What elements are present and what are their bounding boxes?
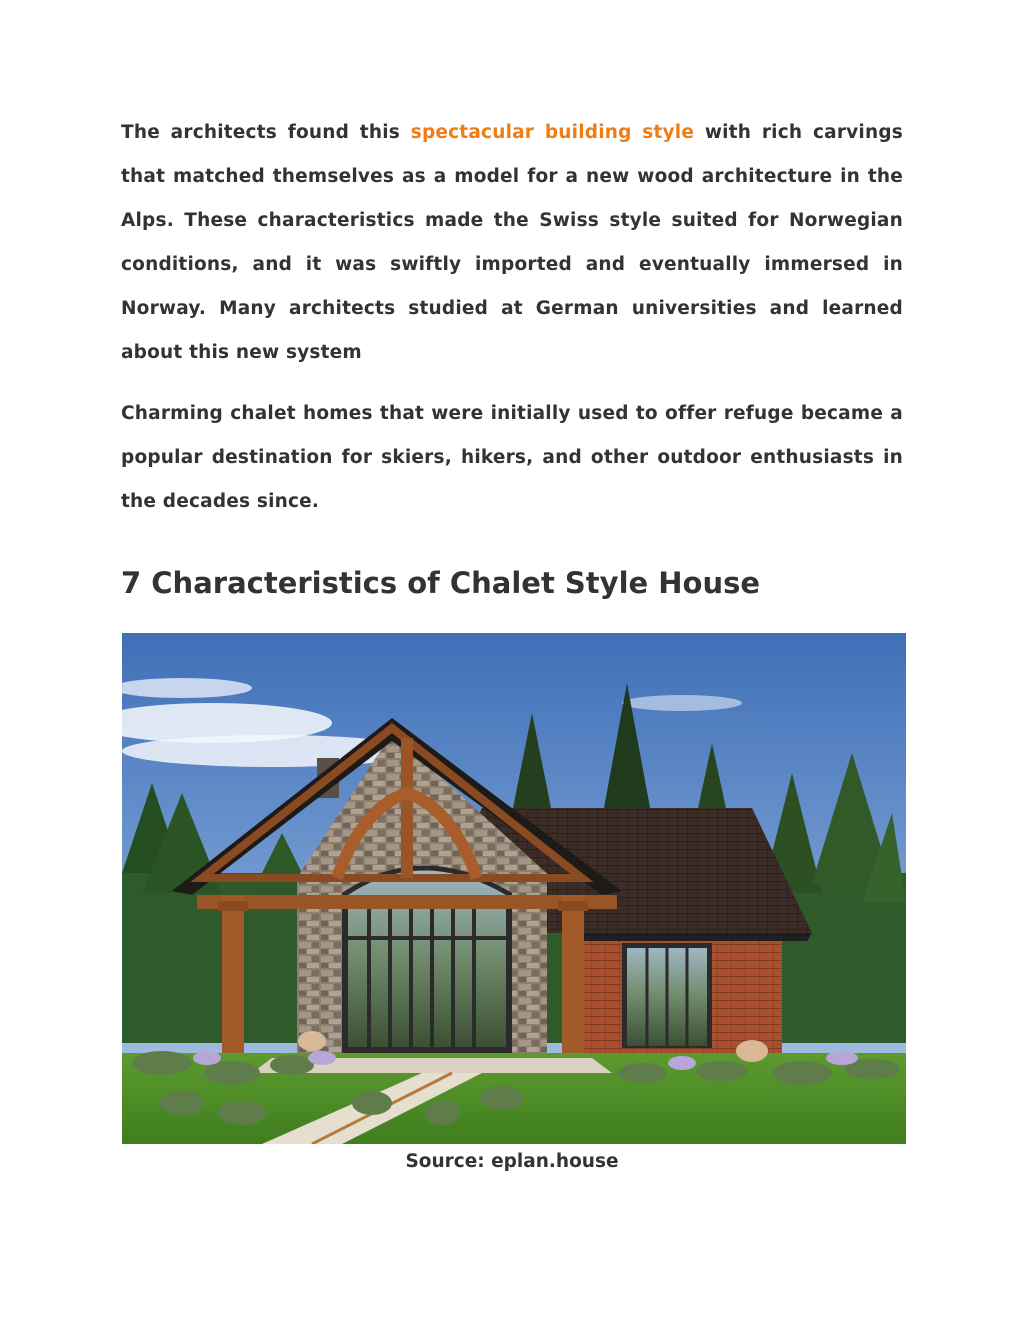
chalet-house-image <box>122 633 906 1144</box>
section-heading: 7 Characteristics of Chalet Style House <box>121 566 761 600</box>
chalet-paragraph: Charming chalet homes that were initially used to offer refuge became a popular destination for skiers, hikers, and other outdoor enthusiasts in the decades since. <box>121 403 903 512</box>
image-caption: Source: eplan.house <box>405 1151 619 1172</box>
paragraph-text-end: with rich carvings that matched themselves as a model for a new wood architecture in the Alps. These characteristics made the Swiss style suited for Norwegian conditions, and it was swiftly imported and eventually immersed in Norway. Many architects studied at German universities and learned about this new system <box>121 122 903 363</box>
intro-paragraph <box>121 111 903 375</box>
paragraph-text-start: The architects found this <box>121 122 411 143</box>
building-style-link[interactable]: spectacular building style <box>410 122 695 143</box>
